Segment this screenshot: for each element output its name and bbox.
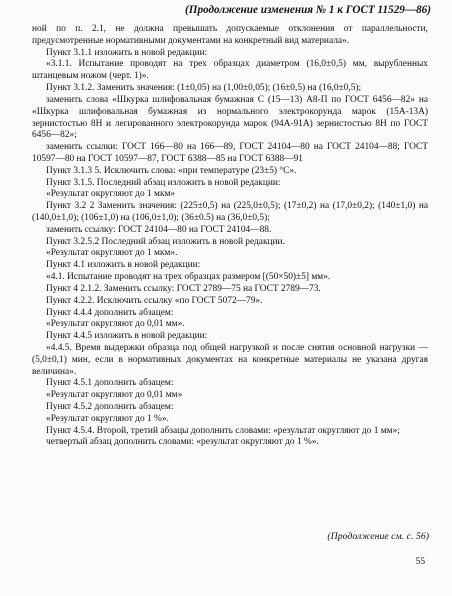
paragraph: «Результат округляют до 1 мкм» (46, 189, 176, 200)
paragraph: заменить слова «Шкурка шлифовальная бумажная С (15—13) А8-П по ГОСТ 6456—82» на «Шкурка шлифовальная бумажная из нормального электрокорунда марок (15А-13А) зернистостью 8Н и легированного электрокорунда марок (94А-91А) зернистостью 8Н по ГОСТ 6456—82»; (32, 94, 428, 141)
paragraph: «4.1. Испытание проводят на трех образцах размером [(50×50)±5] мм». (46, 272, 331, 283)
paragraph: Пункт 4.5.2 дополнить абзацем: (46, 402, 174, 412)
paragraph: Пункт 3.1.5. Последний абзац изложить в новой редакции: (46, 177, 281, 188)
paragraph: «3.1.1. Испытание проводят на трех образцах диаметром (16,0±0,5) мм, вырубленных штанцевым ножом (черт. 1)». (32, 59, 428, 82)
page-number: 55 (415, 557, 425, 567)
paragraph: ной по п. 2.1, не должна превышать допускаемые отклонения от параллельности, предусмотренные нормативными документами на конкретный вид материала». (32, 24, 428, 46)
paragraph: Пункт 3.1.1 изложить в новой редакции: (46, 47, 208, 58)
paragraph: «4.4.5. Время выдержки образца под общей нагрузкой и после снятия основной нагрузки — (5,0±0,1) мин, если в нормативных документах на конкретные материалы не указана другая величина». (32, 342, 428, 377)
paragraph: «Результат округляют до 1 мкм». (46, 248, 178, 259)
paragraph: Пункт 4.4.4 дополнить абзацем: (46, 307, 174, 318)
paragraph: Пункт 4.5.1 дополнить абзацем: (46, 378, 174, 389)
document-body (32, 24, 428, 449)
paragraph: Пункт 4.2.2. Исключить ссылку «по ГОСТ 5072—79». (46, 295, 263, 306)
paragraph: Пункт 3.2 2 Заменить значения: (225±0,5) на (225,0±0,5); (17±0,2) на (17,0±0,2); (140±1,0) на (140,0±1,0); (106±1,0) на (106,0±1,0); (36±0.5) на (36,0±0,5); (32, 201, 428, 223)
paragraph: Пункт 4.5.4. Второй, третий абзацы дополнить словами: «результат округляют до 1 мм»; (46, 425, 400, 436)
paragraph: Пункт 4.1 изложить в новой редакции: (46, 260, 201, 271)
paragraph: Пункт 3.1.2. Заменить значения: (1±0,05) на (1,00±0,05); (16±0,5) на (16,0±0,5); (46, 83, 362, 94)
page-header: (Продолжение изменения № 1 к ГОСТ 11529—86) (185, 4, 431, 16)
paragraph: «Результат округляют до 0,01 мм» (46, 390, 183, 401)
paragraph: «Результат округляют до 0,01 мм». (46, 319, 185, 330)
paragraph: «Результат округляют до 1 %». (46, 413, 169, 424)
paragraph: четвертый абзац дополнить словами: «результат округляют до 1 %». (46, 437, 319, 448)
continuation-note: (Продолжение см. с. 56) (327, 531, 429, 542)
paragraph: заменить ссылку: ГОСТ 24104—80 на ГОСТ 24104—88. (46, 224, 272, 235)
paragraph: Пункт 3.1.3 5. Исключить слова: «при температуре (23±5) °С». (46, 165, 297, 176)
paragraph: Пункт 4 2.1.2. Заменить ссылку: ГОСТ 2789—75 на ГОСТ 2789—73. (46, 283, 321, 294)
paragraph: Пункт 3.2.5.2 Последний абзац изложить в новой редакции. (46, 236, 285, 247)
paragraph: заменить ссылки: ГОСТ 166—80 на 166—89, ГОСТ 24104—80 на ГОСТ 24104—88; ГОСТ 10597—80 на ГОСТ 10597—87, ГОСТ 6388—85 на ГОСТ 6388—91 (32, 142, 428, 164)
paragraph: Пункт 4.4.5 изложить в новой редакции: (46, 331, 208, 342)
